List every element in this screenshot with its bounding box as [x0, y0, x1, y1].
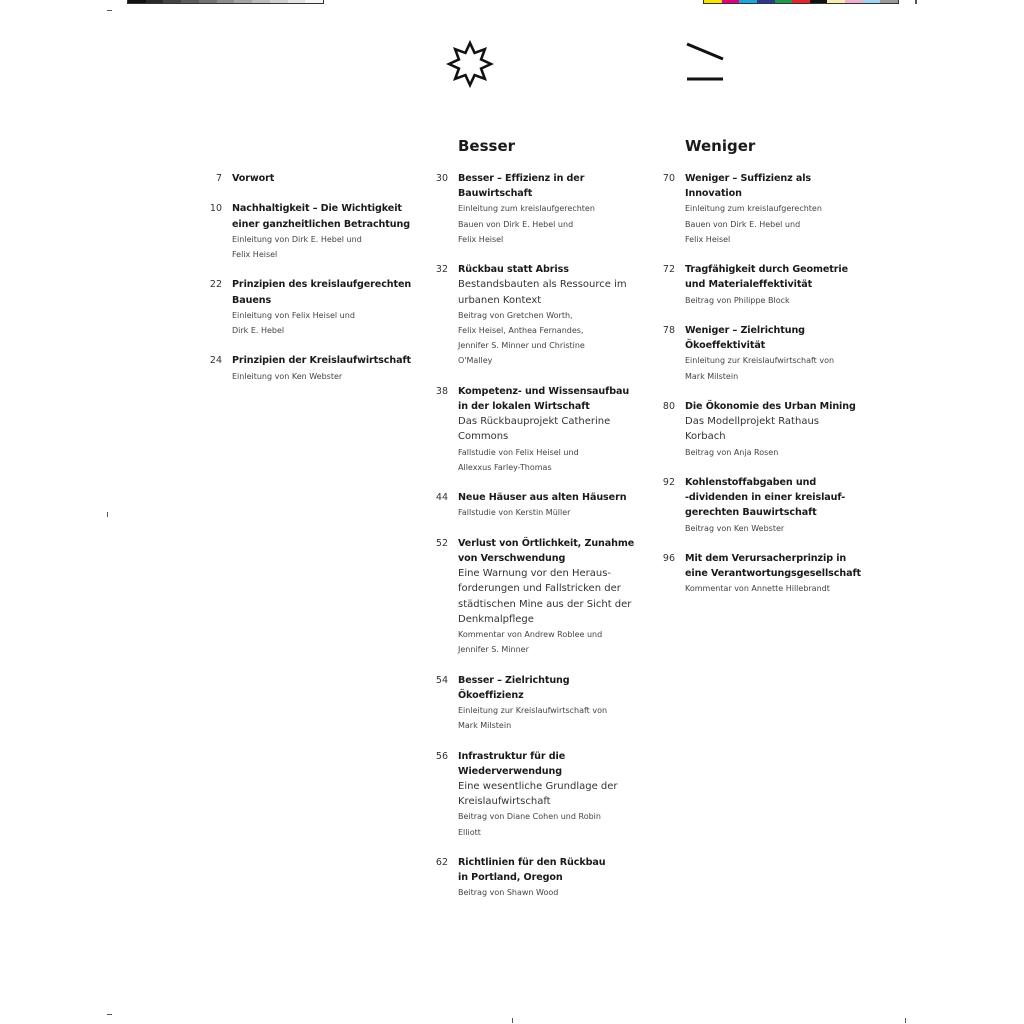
entry-author-line: Einleitung zur Kreislaufwirtschaft von	[685, 356, 835, 366]
page-number: 32	[435, 264, 448, 276]
entry-title-line: Rückbau statt Abriss	[458, 264, 569, 276]
toc-column-weniger	[662, 171, 885, 612]
toc-entry[interactable]	[435, 490, 658, 520]
entry-title-line: Prinzipien des kreislaufgerechten	[232, 279, 412, 291]
toc-entry[interactable]	[662, 171, 885, 247]
entry-author-line: Beitrag von Anja Rosen	[685, 447, 779, 457]
entry-author-line: Allexxus Farley-Thomas	[458, 462, 552, 472]
color-swatch	[757, 0, 775, 3]
page-number: 56	[435, 750, 448, 762]
crop-mark	[915, 0, 917, 4]
page-number: 10	[209, 203, 222, 215]
entry-title-line: Nachhaltigkeit – Die Wichtigkeit	[232, 203, 402, 215]
entry-subtitle-line: Bestandsbauten als Ressource im	[458, 279, 627, 291]
entry-author-line: Felix Heisel, Anthea Fernandes,	[458, 326, 584, 336]
page-number: 52	[435, 537, 448, 549]
entry-title-line: Mit dem Verursacherprinzip in	[685, 553, 847, 564]
color-swatch	[217, 0, 235, 3]
page-number: 44	[435, 492, 448, 504]
color-swatch	[270, 0, 288, 3]
entry-title-line: Ökoeffektivität	[685, 340, 766, 352]
toc-entry[interactable]	[209, 277, 432, 338]
entry-title-line: von Verschwendung	[458, 553, 566, 565]
color-swatch	[128, 0, 146, 3]
page-number: 70	[662, 173, 675, 184]
entry-title-line: Besser – Effizienz in der	[458, 173, 585, 184]
entry-title-line: Die Ökonomie des Urban Mining	[685, 401, 856, 412]
entry-author-line: Felix Heisel	[232, 250, 278, 259]
page-number: 96	[662, 553, 675, 564]
toc-column-besser	[435, 171, 658, 916]
color-swatch	[234, 0, 252, 3]
entry-subtitle-line: Eine wesentliche Grundlage der	[458, 781, 618, 793]
entry-author-line: Beitrag von Shawn Wood	[458, 888, 559, 898]
crop-mark	[107, 10, 112, 11]
page-number: 38	[435, 385, 448, 397]
color-swatch	[252, 0, 270, 3]
entry-title-line: Kohlenstoffabgaben und	[685, 477, 817, 488]
entry-author-line: Einleitung von Ken Webster	[232, 371, 343, 381]
entry-author-line: Einleitung von Felix Heisel und	[232, 310, 355, 320]
entry-subtitle-line: städtischen Mine aus der Sicht der	[458, 598, 632, 610]
entry-title-line: einer ganzheitlichen Betrachtung	[232, 218, 410, 230]
entry-subtitle-line: Denkmalpflege	[458, 613, 534, 625]
page-number: 54	[435, 674, 448, 686]
entry-subtitle-line: Korbach	[685, 431, 726, 443]
entry-title-line: Bauens	[232, 294, 272, 306]
entry-author-line: Kommentar von Andrew Roblee und	[458, 630, 603, 640]
entry-author-line: Beitrag von Diane Cohen und Robin	[458, 812, 601, 822]
entry-title-line: Weniger – Suffizienz als	[685, 173, 812, 184]
color-swatch	[199, 0, 217, 3]
toc-column-intro	[209, 171, 432, 399]
entry-author-line: Felix Heisel	[458, 234, 504, 244]
entry-author-line: Beitrag von Ken Webster	[685, 523, 785, 533]
page-number: 22	[209, 279, 222, 291]
toc-entry[interactable]	[209, 201, 432, 262]
entry-author-line: Jennifer S. Minner und Christine	[458, 341, 585, 351]
page-number: 62	[435, 857, 448, 869]
entry-title-line: Innovation	[685, 188, 742, 200]
entry-title-line: Wiederverwendung	[458, 765, 562, 777]
toc-entry[interactable]	[435, 171, 658, 247]
grayscale-print-bar	[127, 0, 324, 4]
toc-entry[interactable]	[435, 536, 658, 658]
section-heading-besser: Besser	[458, 137, 516, 155]
entry-author-line: O'Malley	[458, 356, 493, 366]
color-swatch	[845, 0, 863, 3]
entry-title-line: Infrastruktur für die	[458, 750, 566, 762]
color-swatch	[305, 0, 323, 3]
entry-author-line: Mark Milstein	[685, 371, 739, 381]
toc-entry[interactable]	[662, 399, 885, 460]
toc-entry[interactable]	[662, 475, 885, 536]
entry-title-line: eine Verantwortungsgesellschaft	[685, 568, 862, 580]
color-swatch	[792, 0, 810, 3]
entry-title-line: Neue Häuser aus alten Häusern	[458, 492, 627, 504]
page-number: 72	[662, 264, 675, 276]
entry-subtitle-line: Kreislaufwirtschaft	[458, 796, 551, 808]
toc-entry[interactable]	[662, 262, 885, 308]
entry-subtitle-line: Das Rückbauprojekt Catherine	[458, 416, 611, 428]
crop-mark	[905, 1018, 906, 1023]
entry-title-line: Vorwort	[232, 173, 275, 184]
toc-entry[interactable]	[662, 551, 885, 597]
toc-entry[interactable]	[435, 855, 658, 901]
entry-author-line: Fallstudie von Felix Heisel und	[458, 447, 579, 457]
color-swatch	[704, 0, 722, 3]
entry-author-line: Dirk E. Hebel	[232, 326, 285, 335]
toc-entry[interactable]	[215, 171, 432, 186]
entry-author-line: Elliott	[458, 827, 481, 837]
entry-subtitle-line: Eine Warnung vor den Heraus-	[458, 568, 612, 580]
toc-entry[interactable]	[209, 353, 432, 383]
color-swatch	[827, 0, 845, 3]
entry-title-line: gerechten Bauwirtschaft	[685, 507, 817, 519]
color-swatch	[810, 0, 828, 3]
color-swatch	[775, 0, 793, 3]
crop-mark	[512, 1018, 513, 1023]
eight-point-star-icon	[446, 40, 494, 88]
entry-author-line: Beitrag von Philippe Block	[685, 295, 790, 305]
entry-author-line: Bauen von Dirk E. Hebel und	[458, 219, 574, 229]
toc-entry[interactable]	[662, 323, 885, 384]
toc-entry[interactable]	[435, 262, 658, 368]
color-print-bar	[703, 0, 899, 4]
entry-subtitle-line: Das Modellprojekt Rathaus	[685, 416, 819, 428]
entry-title-line: Prinzipien der Kreislaufwirtschaft	[232, 355, 411, 367]
entry-title-line: Tragfähigkeit durch Geometrie	[685, 264, 849, 276]
entry-title-line: in Portland, Oregon	[458, 872, 563, 884]
less-or-equal-icon	[686, 40, 726, 84]
toc-entry[interactable]	[435, 384, 658, 475]
crop-mark	[107, 512, 108, 517]
entry-author-line: Einleitung zum kreislaufgerechten	[458, 204, 595, 214]
entry-author-line: Felix Heisel	[685, 234, 731, 244]
entry-title-line: Verlust von Örtlichkeit, Zunahme	[458, 537, 635, 549]
entry-title-line: -dividenden in einer kreislauf-	[685, 492, 846, 504]
page-number: 24	[209, 355, 222, 367]
entry-author-line: Einleitung zur Kreislaufwirtschaft von	[458, 706, 608, 716]
entry-author-line: Einleitung zum kreislaufgerechten	[685, 204, 822, 214]
page-number: 92	[662, 477, 675, 488]
entry-subtitle-line: Commons	[458, 431, 509, 443]
color-swatch	[163, 0, 181, 3]
color-swatch	[880, 0, 898, 3]
entry-subtitle-line: urbanen Kontext	[458, 294, 542, 306]
page-number: 7	[215, 173, 222, 184]
entry-title-line: Weniger – Zielrichtung	[685, 325, 805, 336]
page-number: 30	[435, 173, 448, 184]
entry-title-line: Kompetenz- und Wissensaufbau	[458, 385, 630, 397]
entry-title-line: Besser – Zielrichtung	[458, 674, 570, 686]
section-heading-weniger: Weniger	[685, 137, 756, 155]
entry-title-line: in der lokalen Wirtschaft	[458, 401, 590, 413]
entry-author-line: Kommentar von Annette Hillebrandt	[685, 584, 830, 594]
entry-title-line: und Materialeffektivität	[685, 279, 813, 291]
toc-entry[interactable]	[435, 749, 658, 840]
entry-subtitle-line: forderungen und Fallstricken der	[458, 583, 621, 595]
entry-author-line: Mark Milstein	[458, 721, 512, 731]
color-swatch	[722, 0, 740, 3]
page-number: 78	[662, 325, 675, 336]
entry-author-line: Einleitung von Dirk E. Hebel und	[232, 234, 362, 244]
color-swatch	[181, 0, 199, 3]
color-swatch	[739, 0, 757, 3]
color-swatch	[288, 0, 306, 3]
entry-title-line: Bauwirtschaft	[458, 188, 533, 200]
page-number: 80	[662, 401, 675, 412]
entry-author-line: Fallstudie von Kerstin Müller	[458, 508, 571, 518]
color-swatch	[146, 0, 164, 3]
color-swatch	[863, 0, 881, 3]
toc-entry[interactable]	[435, 673, 658, 734]
entry-title-line: Ökoeffizienz	[458, 689, 524, 701]
entry-author-line: Jennifer S. Minner	[458, 645, 529, 655]
crop-mark	[107, 1014, 112, 1015]
entry-author-line: Beitrag von Gretchen Worth,	[458, 310, 573, 320]
entry-author-line: Bauen von Dirk E. Hebel und	[685, 219, 801, 229]
entry-title-line: Richtlinien für den Rückbau	[458, 857, 606, 869]
